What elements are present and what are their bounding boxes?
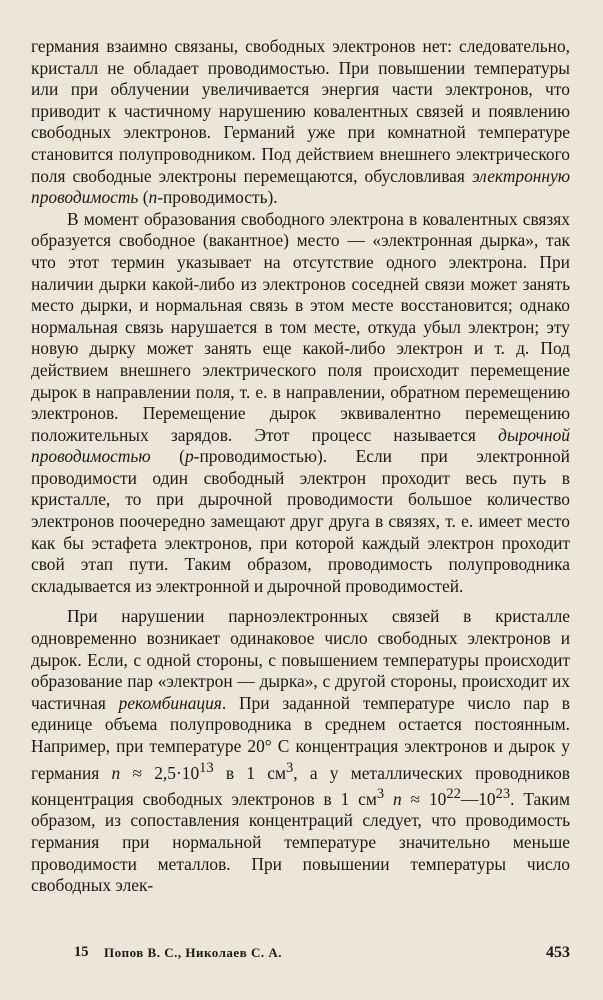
body-text xyxy=(31,36,570,897)
text-run: ( xyxy=(150,446,185,467)
italic-run: p xyxy=(184,446,194,467)
superscript-run: 13 xyxy=(199,759,214,776)
italic-run: рекомбинация xyxy=(118,692,222,713)
text-run: ≈ 2,5·10 xyxy=(120,762,200,783)
italic-run: дырочной проводимостью xyxy=(31,424,570,467)
page-footer xyxy=(74,944,570,966)
italic-run: n xyxy=(393,788,402,809)
paragraph-3 xyxy=(31,606,570,896)
italic-run: n xyxy=(111,762,121,783)
text-run: При нарушении парноэлектронных связей в кристалле одновременно возникает одинаковое число свободных электронов и дырок. Если, с одной стороны, с повышением температуры происходит образование пар «электрон — дырка», с другой стороны, происходит их частичная xyxy=(31,606,570,713)
superscript-run: 22 xyxy=(446,785,461,802)
italic-run: n xyxy=(148,187,158,208)
printer-signature-mark: 15 xyxy=(74,944,89,960)
text-run: германия взаимно связаны, свободных электронов нет: следовательно, кристалл не обладает проводимостью. При повышении температуры или при облучении увеличивается энергия части электронов, что приводит к частичному нарушению ковалентных связей и появлению свободных электронов. Германий уже при комнатной температуре становится полупроводником. Под действием внешнего электрического поля свободные электроны перемещаются, обусловливая xyxy=(31,36,570,186)
superscript-run: 3 xyxy=(285,759,294,776)
text-run: , а у металлических проводников концентрация свободных электронов в 1 см xyxy=(31,762,570,809)
footer-authors: Попов В. С., Николаев С. А. xyxy=(104,945,282,960)
text-run: ≈ 10 xyxy=(401,788,447,809)
superscript-run: 3 xyxy=(376,785,385,802)
superscript-run: 23 xyxy=(495,785,511,802)
text-run xyxy=(384,789,393,809)
text-run: -проводимость). xyxy=(157,187,278,208)
paragraph-1 xyxy=(31,36,570,209)
text-run: ( xyxy=(138,187,149,208)
text-run: -проводимостью). Если при электронной проводимости один свободный электрон проходит весь путь в кристалле, то при дырочной проводимости большое количество электронов поочередно замещают друг друга в связях, т. е. имеет место как бы эстафета электронов, при которой каждый электрон проходит свой этап пути. Таким образом, проводимость полупроводника складывается из электронной и дырочной проводимостей. xyxy=(31,446,570,596)
italic-run: электронную проводимость xyxy=(31,165,570,208)
text-run: . При заданной температуре число пар в единице объема полупроводника в среднем остается постоянным. Например, при температуре 20° С концентрация электронов и дырок у германия xyxy=(31,692,570,783)
paragraph-2 xyxy=(31,209,570,598)
page-number: 453 xyxy=(546,944,570,961)
text-run: в 1 см xyxy=(213,762,286,783)
text-run: . Таким образом, из сопоставления концентраций следует, что проводимость германия при нормальной температуре значительно меньше проводимости металлов. При повышении температуры число свободных элек- xyxy=(31,788,570,896)
text-run: —10 xyxy=(460,788,496,809)
text-run: В момент образования свободного электрона в ковалентных связях образуется свободное (вакантное) место — «электронная дырка», так что этот термин указывает на отсутствие одного электрона. При наличии дырки какой-либо из электронов соседней связи может занять место дырки, и нормальная связь в этом месте восстановится; однако нормальная связь нарушается в том месте, откуда убыл электрон; эту новую дырку может занять еще какой-либо электрон и т. д. Под действием внешнего электрического поля происходит перемещение дырок в направлении поля, т. е. в направлении, обратном перемещению электронов. Перемещение дырок эквивалентно перемещению положительных зарядов. Этот процесс называется xyxy=(31,208,570,445)
